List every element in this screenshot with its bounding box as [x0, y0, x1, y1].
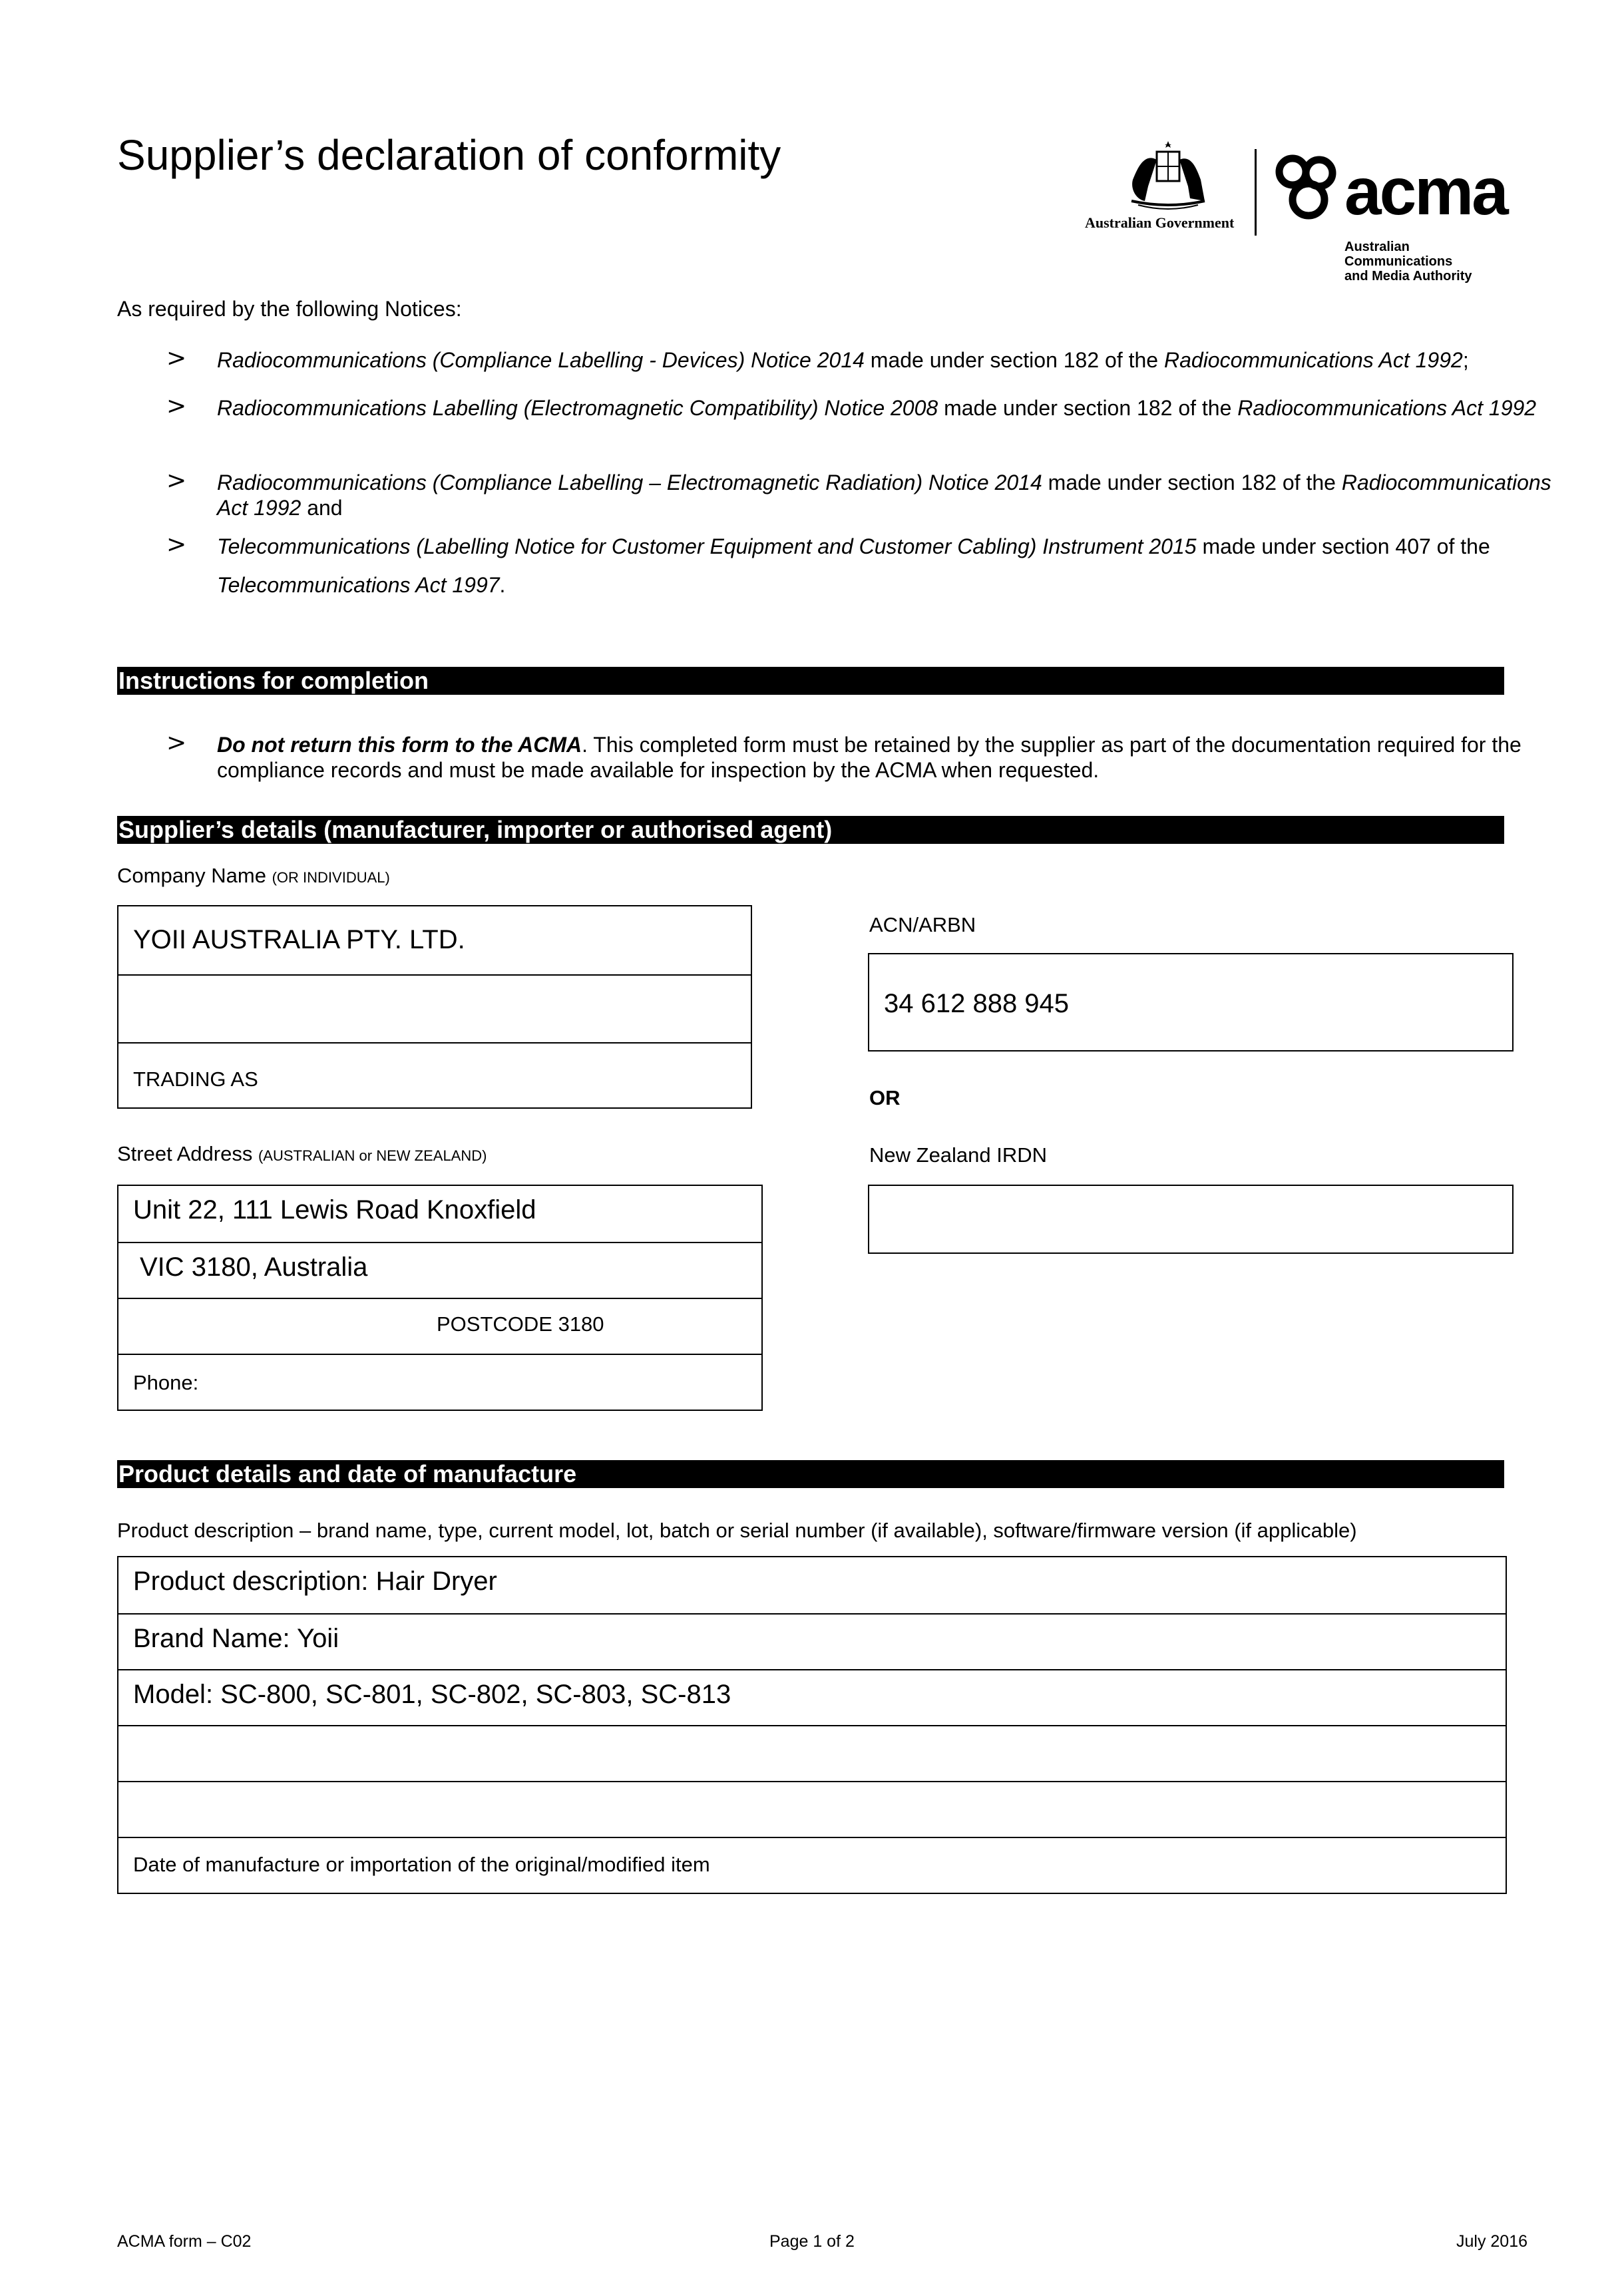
- notice-text-segment: Radiocommunications Act 1992: [1237, 396, 1537, 420]
- acma-subtitle-line: Communications: [1344, 254, 1453, 269]
- brand-name-field[interactable]: [118, 1613, 1506, 1669]
- company-name-label: [117, 864, 390, 888]
- notice-text-segment: ;: [1462, 348, 1469, 372]
- acn-field[interactable]: [868, 953, 1514, 1052]
- notice-text-segment: .: [499, 573, 506, 597]
- page-title: Supplier’s declaration of conformity: [117, 131, 781, 179]
- street-address-label: [117, 1142, 487, 1166]
- australian-government-text: Australian Government: [1085, 214, 1235, 231]
- acma-logo-icon: [1271, 153, 1344, 226]
- footer-page-number: Page 1 of 2: [769, 2232, 855, 2251]
- company-name-field[interactable]: [118, 906, 751, 974]
- instruction-text: [217, 732, 1555, 783]
- or-label: OR: [869, 1086, 901, 1109]
- notice-text-segment: made under section 182 of the: [938, 396, 1238, 420]
- section-header-instructions: [117, 667, 1504, 695]
- product-description-field[interactable]: [118, 1557, 1506, 1613]
- brand-name-value: Brand Name: Yoii: [133, 1624, 339, 1653]
- notices-intro: As required by the following Notices:: [117, 297, 462, 321]
- acma-subtitle: [1344, 240, 1472, 284]
- footer-date: July 2016: [1456, 2232, 1528, 2251]
- trading-as-label: TRADING AS: [133, 1067, 258, 1091]
- notice-text-segment: made under section 182 of the: [1042, 471, 1342, 494]
- company-name-value: YOII AUSTRALIA PTY. LTD.: [133, 925, 465, 954]
- section-header-text: Product details and date of manufacture: [118, 1460, 577, 1487]
- product-description-label: Product description – brand name, type, current model, lot, batch or serial number (if available), software/firmware version (if applicable): [117, 1519, 1357, 1542]
- product-details-box: [117, 1556, 1507, 1894]
- section-header-supplier: [117, 816, 1504, 844]
- address-line1-value: Unit 22, 111 Lewis Road Knoxfield: [133, 1195, 536, 1225]
- notice-text-segment: Radiocommunications (Compliance Labelling - Devices) Notice 2014: [217, 348, 865, 372]
- notice-text-segment: made under section 407 of the: [1196, 534, 1490, 558]
- notice-text: [217, 470, 1555, 520]
- nz-irdn-field[interactable]: [868, 1185, 1514, 1254]
- acn-label: ACN/ARBN: [869, 913, 976, 936]
- chevron-right-icon: >: [166, 531, 187, 558]
- acn-value: 34 612 888 945: [884, 989, 1070, 1018]
- section-header-text: Instructions for completion: [118, 667, 429, 694]
- acma-wordmark: acma: [1344, 154, 1507, 229]
- address-line2-field[interactable]: [118, 1242, 761, 1298]
- product-description-value: Product description: Hair Dryer: [133, 1567, 497, 1596]
- chevron-right-icon: >: [166, 467, 187, 494]
- company-name-line2-field[interactable]: [118, 974, 751, 1042]
- acma-subtitle-line: and Media Authority: [1344, 269, 1472, 284]
- notice-text-segment: Radiocommunications Act 1992: [217, 471, 1551, 520]
- coat-of-arms-icon: [1118, 140, 1218, 213]
- street-address-box: [117, 1185, 763, 1411]
- chevron-right-icon: >: [166, 393, 187, 420]
- company-name-label-note: (OR INDIVIDUAL): [272, 869, 390, 886]
- notice-text: [217, 527, 1555, 604]
- company-name-box: [117, 905, 752, 1109]
- date-of-manufacture-field[interactable]: [118, 1837, 1506, 1893]
- model-value: Model: SC-800, SC-801, SC-802, SC-803, SC-813: [133, 1680, 731, 1709]
- postcode-field[interactable]: [118, 1298, 761, 1354]
- notice-text-segment: Telecommunications (Labelling Notice for Customer Equipment and Customer Cabling) Instrument 2015: [217, 534, 1197, 558]
- notice-text-segment: and: [301, 496, 343, 520]
- chevron-right-icon: >: [166, 729, 187, 757]
- notice-text: [217, 395, 1555, 421]
- product-line5-field[interactable]: [118, 1781, 1506, 1837]
- company-name-label-text: Company Name: [117, 864, 266, 887]
- notice-text: [217, 347, 1555, 373]
- postcode-value: POSTCODE 3180: [437, 1312, 604, 1336]
- street-address-label-text: Street Address: [117, 1142, 253, 1165]
- model-field[interactable]: [118, 1669, 1506, 1725]
- footer-form-id: ACMA form – C02: [117, 2232, 252, 2251]
- notice-text-segment: Telecommunications Act 1997: [217, 573, 500, 597]
- address-line1-field[interactable]: [118, 1186, 761, 1242]
- date-of-manufacture-label: Date of manufacture or importation of the original/modified item: [133, 1853, 710, 1876]
- section-header-text: Supplier’s details (manufacturer, importer or authorised agent): [118, 816, 833, 843]
- header-logos: [1078, 140, 1531, 299]
- instruction-rest: . This completed form must be retained by the supplier as part of the documentation required for the compliance records and must be made available for inspection by the ACMA when requested.: [217, 733, 1522, 782]
- street-address-label-note: (AUSTRALIAN or NEW ZEALAND): [258, 1147, 487, 1164]
- chevron-right-icon: >: [166, 345, 187, 372]
- acma-subtitle-line: Australian: [1344, 240, 1410, 254]
- logo-divider: [1255, 149, 1257, 236]
- notice-text-segment: Radiocommunications Act 1992: [1163, 348, 1463, 372]
- phone-field[interactable]: [118, 1354, 761, 1410]
- trading-as-field[interactable]: [118, 1042, 751, 1107]
- section-header-product: [117, 1460, 1504, 1488]
- product-line4-field[interactable]: [118, 1725, 1506, 1781]
- notice-text-segment: made under section 182 of the: [864, 348, 1164, 372]
- address-line2-value: VIC 3180, Australia: [140, 1252, 368, 1282]
- notice-text-segment: Radiocommunications Labelling (Electromagnetic Compatibility) Notice 2008: [217, 396, 938, 420]
- nz-irdn-label: New Zealand IRDN: [869, 1143, 1048, 1167]
- phone-label: Phone:: [133, 1371, 199, 1394]
- instruction-bold: Do not return this form to the ACMA: [217, 733, 582, 757]
- notice-text-segment: Radiocommunications (Compliance Labelling – Electromagnetic Radiation) Notice 2014: [217, 471, 1042, 494]
